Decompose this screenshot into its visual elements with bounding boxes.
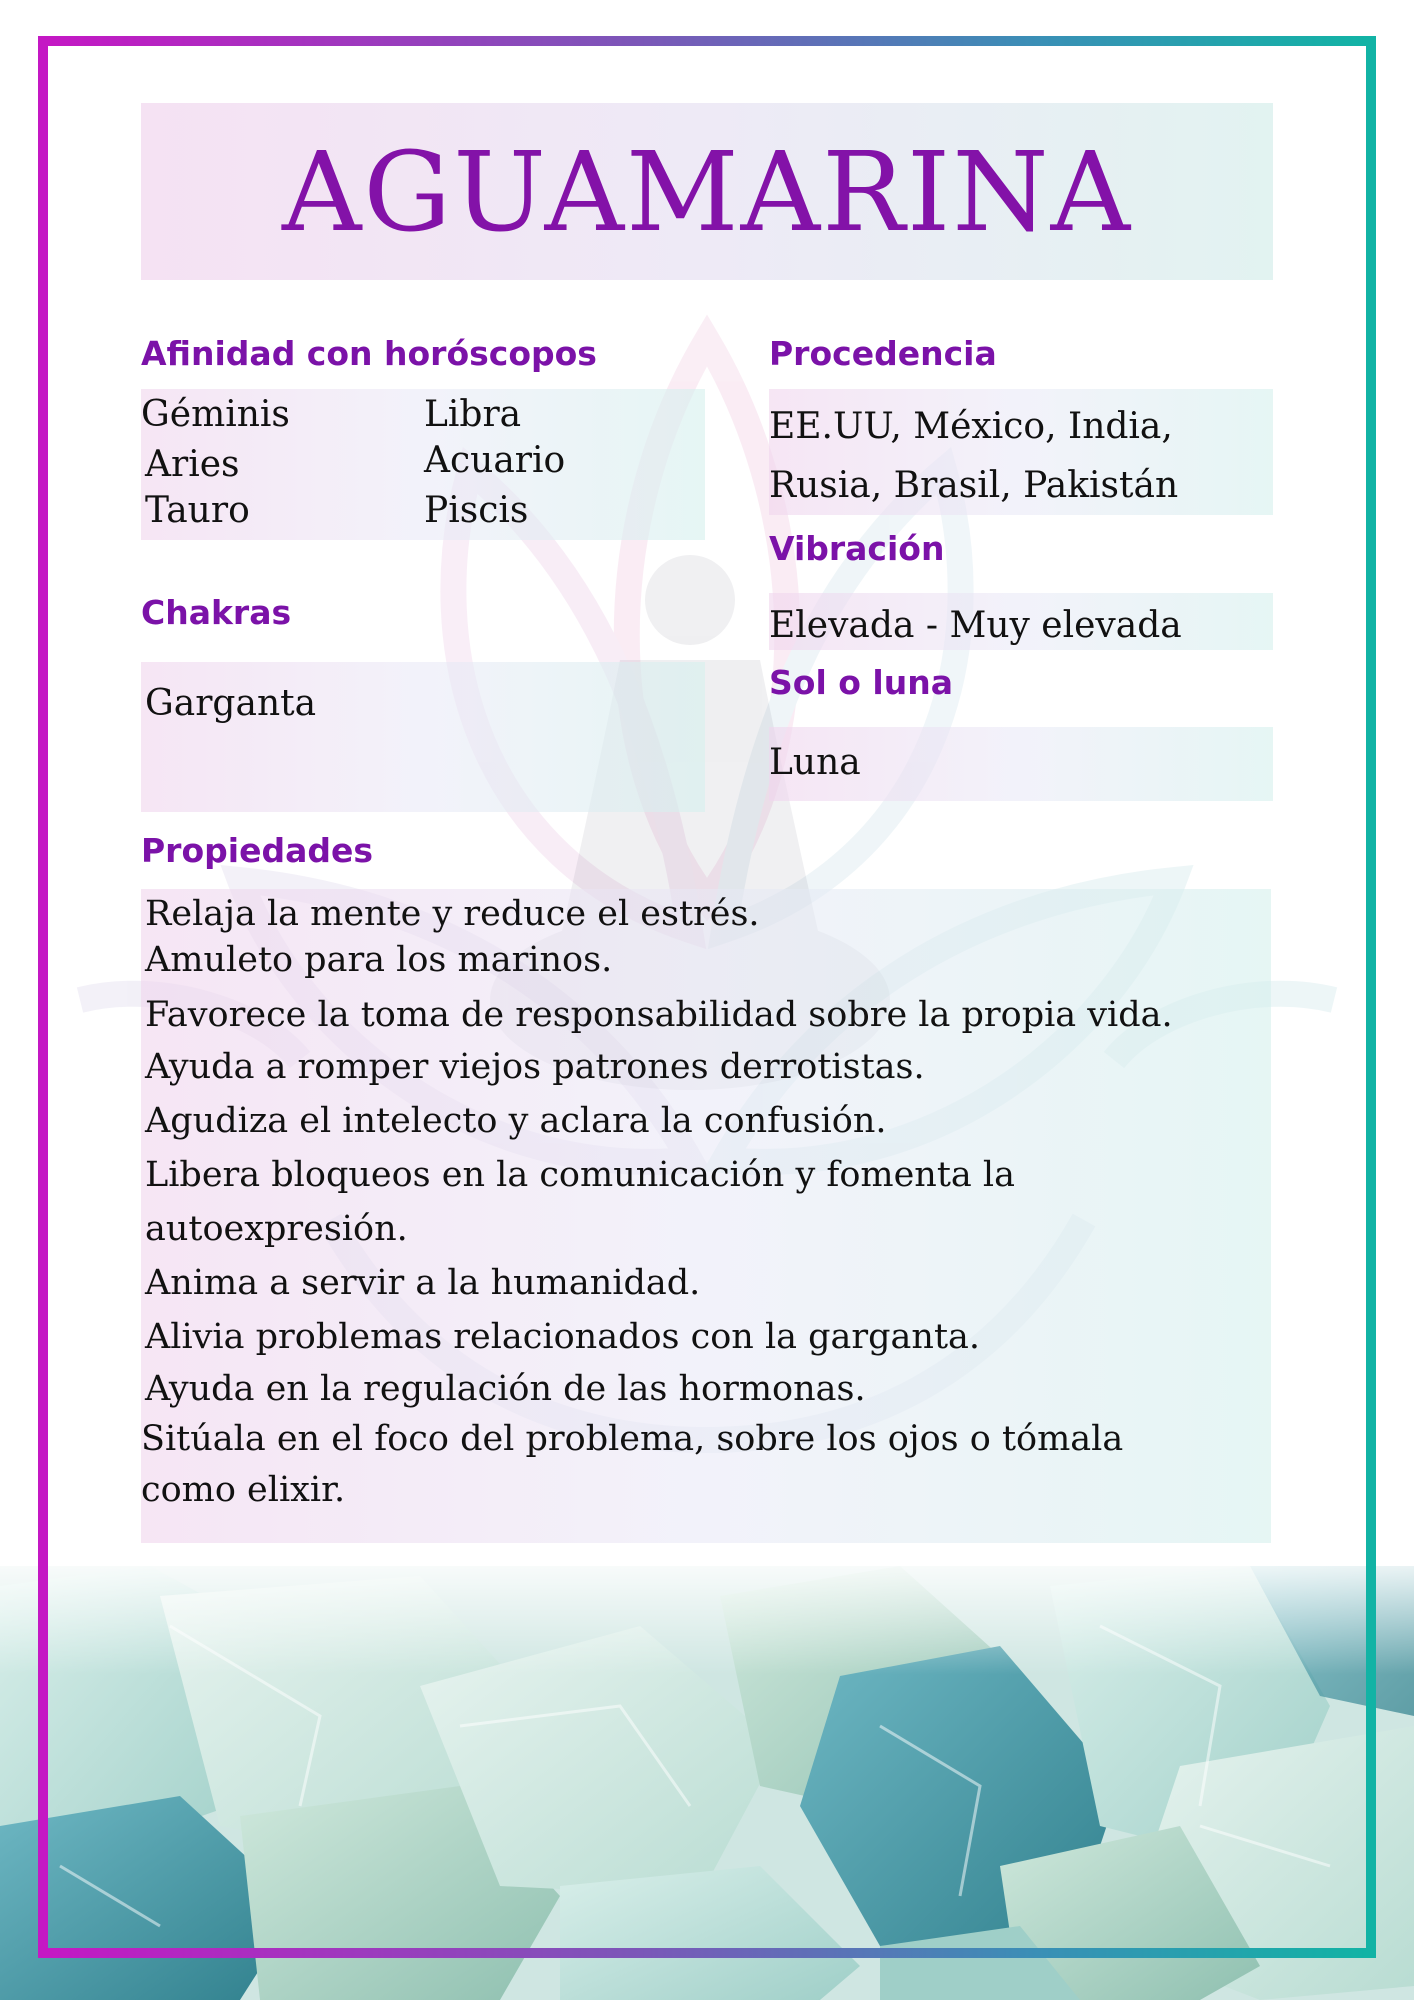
propiedad-line: Amuleto para los marinos. <box>145 940 613 980</box>
propiedad-line: Relaja la mente y reduce el estrés. <box>145 894 760 934</box>
propiedad-line: Ayuda en la regulación de las hormonas. <box>145 1369 866 1409</box>
horoscopo-item: Piscis <box>424 490 529 531</box>
propiedad-line: Alivia problemas relacionados con la garganta. <box>145 1317 981 1357</box>
horoscopo-item: Aries <box>145 444 240 485</box>
vibracion-value: Elevada - Muy elevada <box>769 605 1182 646</box>
propiedad-line: Sitúala en el foco del problema, sobre los ojos o tómala <box>141 1419 1124 1459</box>
propiedad-line: Libera bloqueos en la comunicación y fomenta la <box>145 1155 1015 1195</box>
propiedad-line: autoexpresión. <box>145 1209 408 1249</box>
chakras-value: Garganta <box>145 683 317 724</box>
page-title: AGUAMARINA <box>281 127 1133 256</box>
horoscopo-item: Tauro <box>145 490 250 531</box>
propiedades-heading: Propiedades <box>141 831 373 870</box>
gradient-frame <box>38 36 1376 1958</box>
sol-luna-heading: Sol o luna <box>769 663 953 702</box>
propiedad-line: Anima a servir a la humanidad. <box>145 1263 701 1303</box>
propiedad-line: Ayuda a romper viejos patrones derrotistas. <box>145 1047 925 1087</box>
propiedad-line: Favorece la toma de responsabilidad sobre la propia vida. <box>145 995 1173 1035</box>
procedencia-line: Rusia, Brasil, Pakistán <box>769 465 1179 506</box>
horoscopo-item: Géminis <box>141 394 290 435</box>
procedencia-line: EE.UU, México, India, <box>769 406 1173 447</box>
horoscopo-item: Acuario <box>424 440 566 481</box>
propiedad-line: Agudiza el intelecto y aclara la confusión. <box>145 1101 887 1141</box>
procedencia-heading: Procedencia <box>769 334 997 373</box>
propiedad-line: como elixir. <box>141 1470 346 1510</box>
horoscopos-heading: Afinidad con horóscopos <box>141 334 597 373</box>
chakras-heading: Chakras <box>141 593 292 632</box>
sol-luna-value: Luna <box>769 742 861 783</box>
horoscopo-item: Libra <box>424 394 522 435</box>
vibracion-heading: Vibración <box>769 529 945 568</box>
